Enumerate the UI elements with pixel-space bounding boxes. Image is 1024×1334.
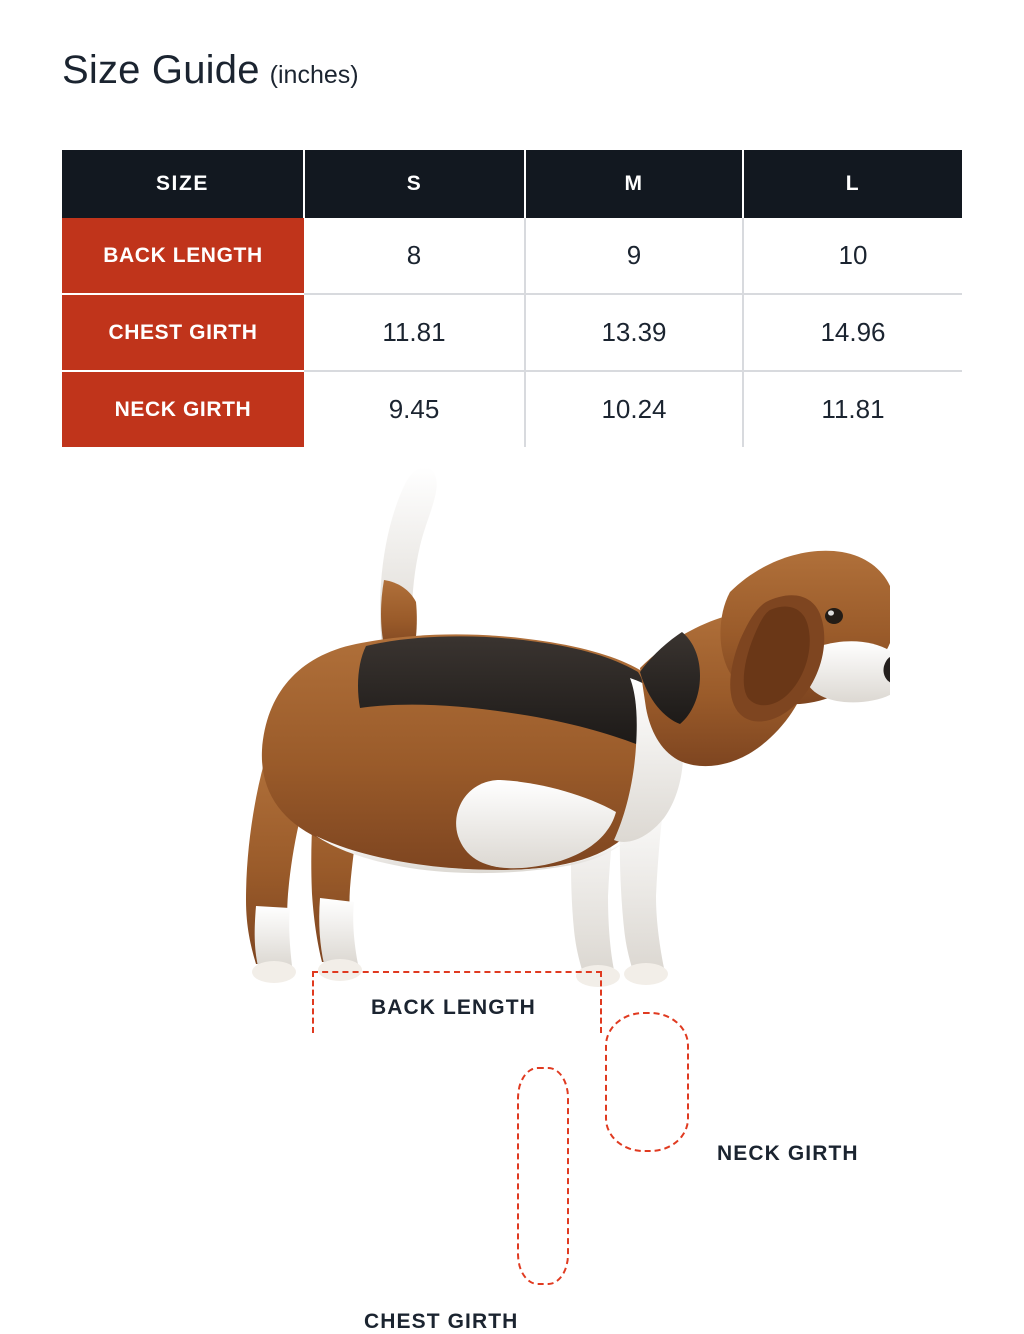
measurement-diagram (0, 450, 1024, 1333)
column-header-size: SIZE (62, 150, 304, 218)
page-title-text: Size Guide (62, 48, 260, 92)
cell-chest-girth-m: 13.39 (525, 294, 743, 371)
cell-neck-girth-m: 10.24 (525, 371, 743, 447)
page-title (62, 48, 359, 93)
column-header-l: L (743, 150, 962, 218)
cell-back-length-l: 10 (743, 218, 962, 294)
size-guide-table (62, 150, 962, 447)
neck-girth-guide (605, 1012, 689, 1152)
chest-girth-guide (517, 1067, 569, 1285)
cell-chest-girth-s: 11.81 (304, 294, 525, 371)
cell-back-length-s: 8 (304, 218, 525, 294)
callout-back-length: BACK LENGTH (371, 996, 536, 1019)
cell-back-length-m: 9 (525, 218, 743, 294)
row-label-neck-girth: NECK GIRTH (62, 371, 304, 447)
table-row (62, 371, 962, 447)
callout-neck-girth: NECK GIRTH (717, 1142, 859, 1165)
dog-illustration (170, 450, 890, 1024)
row-label-back-length: BACK LENGTH (62, 218, 304, 294)
page-title-unit: (inches) (269, 61, 359, 89)
table-row (62, 294, 962, 371)
column-header-m: M (525, 150, 743, 218)
cell-neck-girth-l: 11.81 (743, 371, 962, 447)
row-label-chest-girth: CHEST GIRTH (62, 294, 304, 371)
cell-chest-girth-l: 14.96 (743, 294, 962, 371)
column-header-s: S (304, 150, 525, 218)
table-header-row (62, 150, 962, 218)
callout-chest-girth: CHEST GIRTH (364, 1310, 519, 1333)
cell-neck-girth-s: 9.45 (304, 371, 525, 447)
table-row (62, 218, 962, 294)
